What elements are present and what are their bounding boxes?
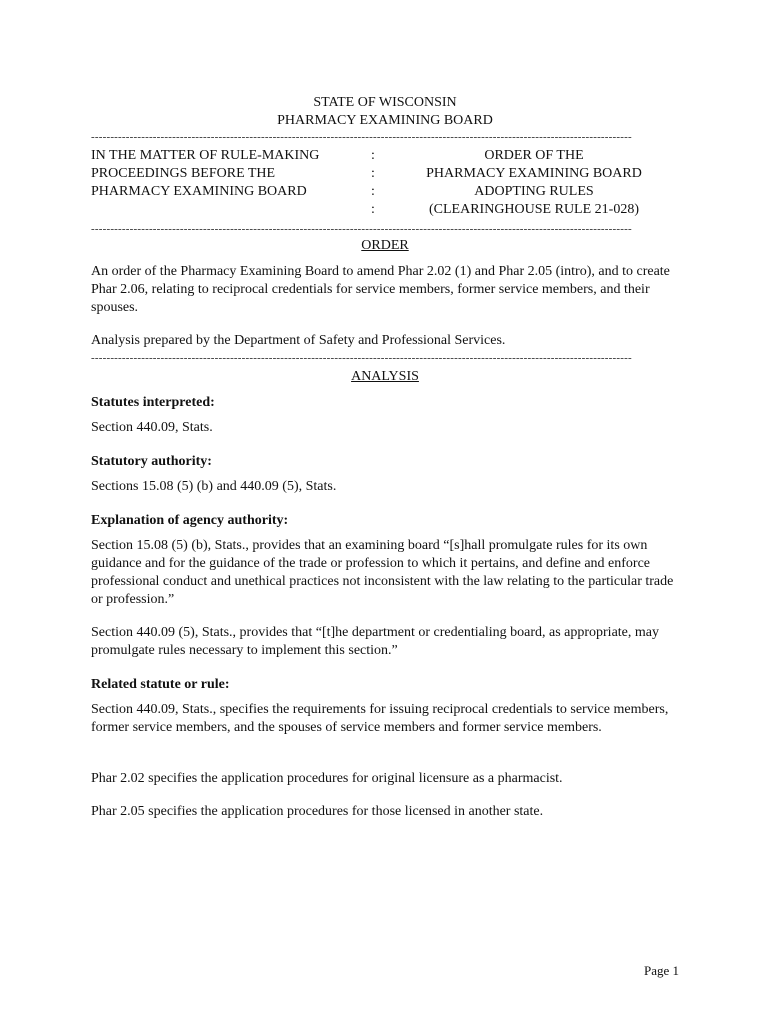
- page-number: Page 1: [643, 963, 679, 978]
- caption-left-line: [91, 201, 371, 219]
- section-paragraph: Section 15.08 (5) (b), Stats., provides that an examining board “[s]hall promulgate rules for its own guidance and for the guidance of the trade or profession to which it pertains, and define and enforce professional conduct and unethical practices not inconsistent with the law relating to the particular trade or profession.”: [91, 538, 674, 607]
- caption-left-line: IN THE MATTER OF RULE-MAKING: [91, 148, 320, 163]
- caption-colon: :: [371, 166, 375, 181]
- section-title: Explanation of agency authority:: [91, 513, 289, 528]
- caption-left-line: PHARMACY EXAMINING BOARD: [91, 184, 307, 199]
- section-paragraph: Section 440.09, Stats., specifies the requirements for issuing reciprocal credentials to service members, former service members, and the spouses of service members and former service members.: [91, 702, 669, 735]
- separator-line: --------------------------------------------------------------------------------------------------------------------------------------------: [91, 223, 632, 235]
- section-title: Statutes interpreted:: [91, 395, 215, 410]
- analysis-attribution: Analysis prepared by the Department of Safety and Professional Services.: [91, 333, 506, 348]
- section-paragraph: Sections 15.08 (5) (b) and 440.09 (5), Stats.: [91, 479, 337, 494]
- case-caption: [91, 139, 679, 219]
- caption-left-line: PROCEEDINGS BEFORE THE: [91, 166, 276, 181]
- caption-colon: :: [371, 202, 375, 217]
- document-page: [91, 0, 679, 1024]
- caption-right: [389, 147, 679, 219]
- section-paragraph: Phar 2.05 specifies the application procedures for those licensed in another state.: [91, 804, 544, 819]
- section-paragraph: Section 440.09 (5), Stats., provides that “[t]he department or credentialing board, as appropriate, may promulgate rules necessary to implement this section.”: [91, 625, 659, 658]
- separator-line: --------------------------------------------------------------------------------------------------------------------------------------------: [91, 352, 632, 364]
- order-heading: ORDER: [361, 238, 409, 253]
- document-header: [91, 94, 679, 130]
- section-paragraph: Section 440.09, Stats.: [91, 420, 213, 435]
- caption-colon: :: [371, 184, 375, 199]
- section-title: Related statute or rule:: [91, 677, 230, 692]
- caption-colon: :: [371, 148, 375, 163]
- caption-right-line: ORDER OF THE: [484, 148, 584, 163]
- caption-colons: [371, 147, 389, 219]
- caption-right-line: PHARMACY EXAMINING BOARD: [426, 166, 642, 181]
- analysis-heading: ANALYSIS: [351, 369, 419, 384]
- board-title: PHARMACY EXAMINING BOARD: [277, 113, 493, 128]
- separator-line: --------------------------------------------------------------------------------------------------------------------------------------------: [91, 131, 632, 143]
- caption-right-line: ADOPTING RULES: [474, 184, 594, 199]
- caption-left: [91, 147, 371, 219]
- section-paragraph: Phar 2.02 specifies the application procedures for original licensure as a pharmacist.: [91, 771, 563, 786]
- caption-right-line: (CLEARINGHOUSE RULE 21-028): [429, 202, 639, 217]
- section-title: Statutory authority:: [91, 454, 212, 469]
- state-title: STATE OF WISCONSIN: [313, 95, 457, 110]
- order-paragraph: An order of the Pharmacy Examining Board to amend Phar 2.02 (1) and Phar 2.05 (intro), and to create Phar 2.06, relating to reciprocal credentials for service members, former service members, and their spouses.: [91, 264, 670, 315]
